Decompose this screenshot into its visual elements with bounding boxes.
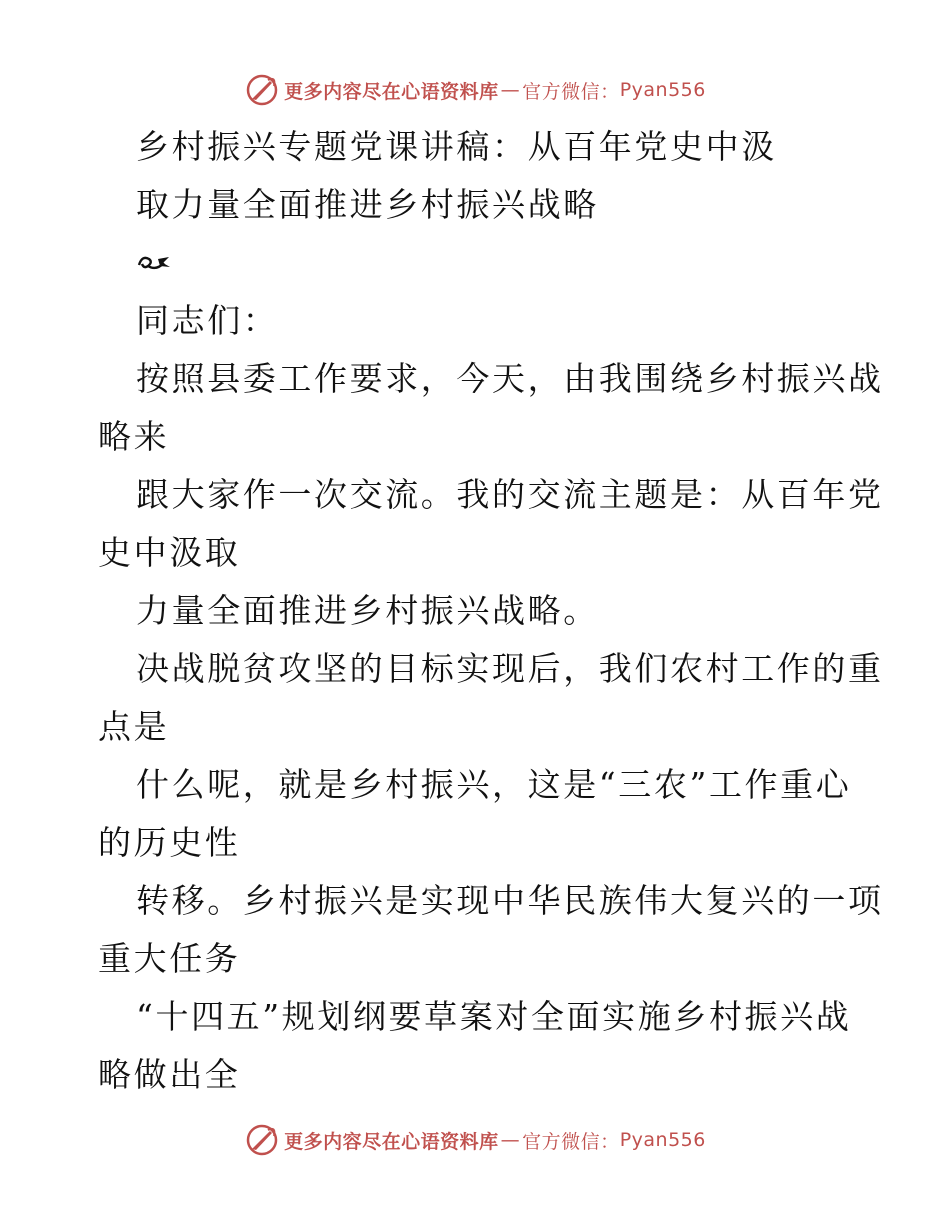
- watermark-main-text: 更多内容尽在心语资料库: [284, 80, 499, 103]
- document-title-line-2: 取力量全面推进乡村振兴战略: [136, 185, 599, 224]
- paragraph-line: 决战脱贫攻坚的目标实现后，我们农村工作的重: [136, 649, 884, 688]
- flourish-icon: [136, 251, 172, 275]
- flourish-ornament-icon: [98, 234, 858, 292]
- watermark-sub-text: 官方微信：: [522, 1130, 620, 1153]
- greeting: 同志们：: [136, 301, 279, 340]
- paragraph-line: 的历史性: [98, 823, 241, 862]
- watermark-dash: —: [500, 79, 521, 101]
- watermark-header: [0, 70, 950, 110]
- paragraph-line: 略来: [98, 417, 170, 456]
- paragraph-line: 力量全面推进乡村振兴战略。: [136, 591, 599, 630]
- paragraph-line: 按照县委工作要求，今天，由我围绕乡村振兴战: [136, 359, 884, 398]
- watermark-sub-text: 官方微信：: [522, 80, 620, 103]
- watermark-wechat-id: Pyan556: [619, 1129, 706, 1151]
- paragraph-line: 史中汲取: [98, 533, 241, 572]
- quill-logo-icon: [244, 72, 280, 108]
- paragraph-line: 转移。乡村振兴是实现中华民族伟大复兴的一项: [136, 881, 884, 920]
- quill-logo-icon: [244, 1122, 280, 1158]
- watermark-main-text: 更多内容尽在心语资料库: [284, 1130, 499, 1153]
- watermark-footer: [0, 1120, 950, 1160]
- paragraph-line: 什么呢，就是乡村振兴，这是“三农”工作重心: [136, 765, 852, 804]
- watermark-dash: —: [500, 1129, 521, 1151]
- paragraph-line: 跟大家作一次交流。我的交流主题是：从百年党: [136, 475, 884, 514]
- paragraph-line: 点是: [98, 707, 170, 746]
- watermark-wechat-id: Pyan556: [619, 79, 706, 101]
- paragraph-line: 略做出全: [98, 1055, 241, 1094]
- document-title-line-1: 乡村振兴专题党课讲稿：从百年党史中汲: [136, 127, 777, 166]
- paragraph-line: 重大任务: [98, 939, 241, 978]
- document-body: [98, 350, 884, 1104]
- document-content: [98, 118, 884, 1104]
- paragraph-line: “十四五”规划纲要草案对全面实施乡村振兴战: [136, 997, 852, 1036]
